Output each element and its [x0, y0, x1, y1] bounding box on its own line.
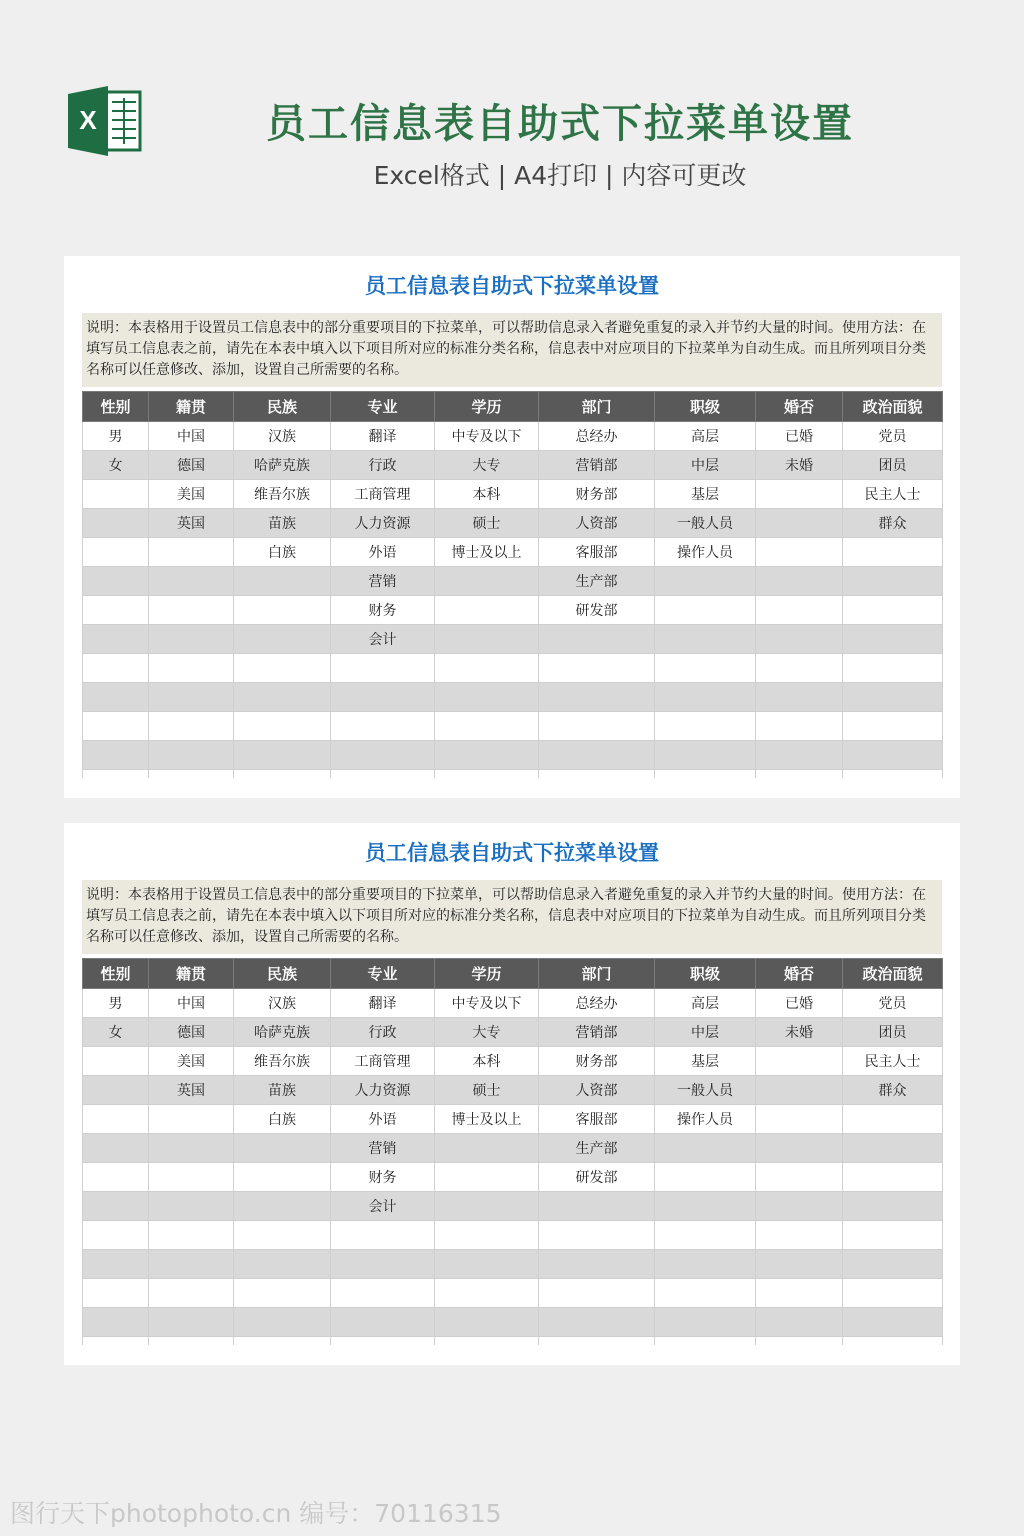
table-row	[83, 1308, 943, 1337]
table-cell[interactable]	[843, 1221, 943, 1250]
table-cell[interactable]	[655, 567, 756, 596]
table-cell[interactable]	[539, 1308, 655, 1337]
table-cell[interactable]: 汉族	[234, 989, 331, 1018]
table-cell[interactable]	[83, 1076, 149, 1105]
table-row	[83, 1134, 943, 1163]
table-cell	[83, 1337, 149, 1346]
table-cell[interactable]: 营销部	[539, 451, 655, 480]
table-cell[interactable]: 人资部	[539, 1076, 655, 1105]
table-cell[interactable]: 中国	[149, 422, 234, 451]
table-cell[interactable]: 未婚	[756, 1018, 843, 1047]
table-cell	[149, 770, 234, 779]
table-cell[interactable]	[149, 538, 234, 567]
excel-logo-letter: X	[79, 105, 97, 135]
table-row-partial	[83, 1337, 943, 1346]
table-cell[interactable]	[234, 654, 331, 683]
table-cell[interactable]	[234, 1134, 331, 1163]
table-cell[interactable]	[843, 741, 943, 770]
instruction-note: 说明：本表格用于设置员工信息表中的部分重要项目的下拉菜单，可以帮助信息录入者避免重复的录入并节约大量的时间。使用方法：在填写员工信息表之前，请先在本表中填入以下项目所对应的标准分类名称，信息表中对应项目的下拉菜单为自动生成。而且所列项目分类名称可以任意修改、添加，设置自己所需要的名称。	[82, 313, 942, 387]
table-cell[interactable]	[756, 538, 843, 567]
table-cell[interactable]: 操作人员	[655, 1105, 756, 1134]
table-cell[interactable]: 白族	[234, 1105, 331, 1134]
table-row	[83, 683, 943, 712]
table-cell[interactable]	[655, 1163, 756, 1192]
table-cell[interactable]	[234, 712, 331, 741]
table-cell[interactable]: 生产部	[539, 1134, 655, 1163]
column-header: 籍贯	[149, 392, 234, 422]
table-cell[interactable]	[331, 741, 435, 770]
table-cell[interactable]: 操作人员	[655, 538, 756, 567]
table-cell[interactable]	[83, 1221, 149, 1250]
table-cell[interactable]: 男	[83, 422, 149, 451]
table-row	[83, 741, 943, 770]
column-header: 民族	[234, 392, 331, 422]
table-row	[83, 1163, 943, 1192]
table-cell[interactable]	[83, 509, 149, 538]
table-cell[interactable]: 营销	[331, 567, 435, 596]
table-cell[interactable]	[435, 1163, 539, 1192]
table-cell	[539, 1337, 655, 1346]
table-cell[interactable]	[83, 1105, 149, 1134]
table-row	[83, 509, 943, 538]
table-row-partial	[83, 770, 943, 779]
table-cell[interactable]	[539, 625, 655, 654]
table-cell[interactable]	[83, 480, 149, 509]
table-cell[interactable]: 高层	[655, 422, 756, 451]
table-cell[interactable]	[756, 567, 843, 596]
table-cell[interactable]	[539, 1279, 655, 1308]
table-cell[interactable]: 财务	[331, 596, 435, 625]
dropdown-settings-table	[82, 958, 943, 1345]
column-header: 专业	[331, 392, 435, 422]
table-cell[interactable]	[83, 683, 149, 712]
table-cell[interactable]	[83, 625, 149, 654]
table-cell[interactable]	[843, 1163, 943, 1192]
table-cell[interactable]	[843, 567, 943, 596]
table-cell[interactable]	[149, 1163, 234, 1192]
table-row	[83, 712, 943, 741]
column-header: 籍贯	[149, 959, 234, 989]
table-cell[interactable]	[843, 683, 943, 712]
table-cell[interactable]	[331, 1221, 435, 1250]
column-header: 性别	[83, 392, 149, 422]
table-cell[interactable]	[756, 1076, 843, 1105]
table-cell[interactable]: 人资部	[539, 509, 655, 538]
table-cell[interactable]	[539, 683, 655, 712]
table-cell[interactable]	[655, 683, 756, 712]
table-row	[83, 1047, 943, 1076]
table-cell[interactable]	[843, 625, 943, 654]
table-cell	[655, 770, 756, 779]
table-cell[interactable]: 党员	[843, 422, 943, 451]
table-cell[interactable]: 已婚	[756, 422, 843, 451]
table-cell	[655, 1337, 756, 1346]
table-cell[interactable]	[149, 1134, 234, 1163]
table-cell[interactable]	[843, 1308, 943, 1337]
column-header: 民族	[234, 959, 331, 989]
table-cell[interactable]	[331, 683, 435, 712]
table-cell[interactable]: 人力资源	[331, 1076, 435, 1105]
page-title: 员工信息表自助式下拉菜单设置	[266, 101, 854, 147]
table-cell[interactable]: 苗族	[234, 509, 331, 538]
sheet-preview-2	[64, 823, 960, 1365]
table-cell[interactable]: 会计	[331, 625, 435, 654]
table-cell[interactable]	[83, 1279, 149, 1308]
column-header: 婚否	[756, 959, 843, 989]
column-header: 职级	[655, 392, 756, 422]
table-cell[interactable]	[234, 567, 331, 596]
table-cell[interactable]	[539, 654, 655, 683]
column-header: 婚否	[756, 392, 843, 422]
table-cell[interactable]	[655, 596, 756, 625]
header-row	[83, 392, 943, 422]
table-cell[interactable]	[539, 1221, 655, 1250]
table-row	[83, 538, 943, 567]
table-cell[interactable]	[655, 1192, 756, 1221]
table-cell[interactable]	[843, 1105, 943, 1134]
table-cell[interactable]	[655, 1221, 756, 1250]
table-cell[interactable]	[83, 1047, 149, 1076]
table-cell	[234, 770, 331, 779]
table-cell[interactable]	[539, 1192, 655, 1221]
table-cell[interactable]: 中专及以下	[435, 989, 539, 1018]
table-cell[interactable]	[655, 1250, 756, 1279]
table-cell[interactable]: 群众	[843, 1076, 943, 1105]
table-row	[83, 1250, 943, 1279]
table-cell[interactable]	[655, 654, 756, 683]
table-cell[interactable]: 团员	[843, 451, 943, 480]
table-row	[83, 1105, 943, 1134]
table-row	[83, 1076, 943, 1105]
table-cell[interactable]	[435, 654, 539, 683]
table-cell[interactable]	[234, 741, 331, 770]
table-cell[interactable]	[655, 1134, 756, 1163]
table-cell[interactable]: 中层	[655, 451, 756, 480]
dropdown-settings-table	[82, 391, 943, 778]
table-cell[interactable]	[843, 1192, 943, 1221]
table-cell[interactable]	[756, 1047, 843, 1076]
table-cell	[83, 770, 149, 779]
table-cell	[756, 1337, 843, 1346]
table-cell[interactable]: 研发部	[539, 596, 655, 625]
table-cell[interactable]: 行政	[331, 1018, 435, 1047]
table-cell[interactable]: 美国	[149, 480, 234, 509]
table-cell[interactable]: 行政	[331, 451, 435, 480]
table-cell[interactable]	[234, 1163, 331, 1192]
table-cell[interactable]	[539, 1250, 655, 1279]
table-cell[interactable]: 中国	[149, 989, 234, 1018]
table-cell	[331, 770, 435, 779]
table-cell[interactable]	[843, 1279, 943, 1308]
table-cell[interactable]	[756, 480, 843, 509]
table-cell[interactable]: 大专	[435, 1018, 539, 1047]
excel-icon	[68, 86, 142, 156]
table-cell[interactable]	[149, 1250, 234, 1279]
table-cell[interactable]	[83, 1308, 149, 1337]
table-cell[interactable]	[655, 741, 756, 770]
table-cell[interactable]: 未婚	[756, 451, 843, 480]
table-cell[interactable]	[655, 1279, 756, 1308]
table-cell[interactable]	[756, 596, 843, 625]
table-cell[interactable]	[149, 1279, 234, 1308]
table-cell[interactable]	[843, 1134, 943, 1163]
table-cell[interactable]: 博士及以上	[435, 1105, 539, 1134]
table-cell	[435, 1337, 539, 1346]
table-cell[interactable]: 外语	[331, 538, 435, 567]
table-cell[interactable]	[655, 1308, 756, 1337]
table-cell[interactable]: 女	[83, 1018, 149, 1047]
table-cell[interactable]	[756, 741, 843, 770]
table-cell[interactable]: 人力资源	[331, 509, 435, 538]
table-cell[interactable]	[843, 596, 943, 625]
column-header: 专业	[331, 959, 435, 989]
page-header	[0, 0, 1024, 230]
table-row	[83, 1192, 943, 1221]
table-cell[interactable]: 本科	[435, 1047, 539, 1076]
table-cell[interactable]	[83, 596, 149, 625]
table-cell[interactable]	[435, 1134, 539, 1163]
table-cell[interactable]	[435, 625, 539, 654]
table-cell	[756, 770, 843, 779]
table-cell[interactable]	[756, 1279, 843, 1308]
table-cell[interactable]	[83, 1192, 149, 1221]
table-cell[interactable]	[331, 1279, 435, 1308]
table-cell[interactable]: 硕士	[435, 1076, 539, 1105]
table-cell[interactable]: 哈萨克族	[234, 451, 331, 480]
table-cell[interactable]	[234, 1279, 331, 1308]
table-cell[interactable]	[435, 1308, 539, 1337]
table-cell[interactable]: 基层	[655, 480, 756, 509]
table-cell[interactable]: 会计	[331, 1192, 435, 1221]
table-cell[interactable]	[435, 596, 539, 625]
table-cell[interactable]	[331, 712, 435, 741]
table-cell[interactable]	[843, 1250, 943, 1279]
table-cell[interactable]	[756, 654, 843, 683]
table-cell[interactable]	[149, 741, 234, 770]
table-cell[interactable]	[539, 712, 655, 741]
table-cell[interactable]	[234, 625, 331, 654]
table-cell[interactable]: 营销部	[539, 1018, 655, 1047]
page-subtitle: Excel格式 | A4打印 | 内容可更改	[373, 161, 747, 190]
table-cell[interactable]	[843, 654, 943, 683]
column-header: 部门	[539, 959, 655, 989]
table-cell[interactable]	[83, 1134, 149, 1163]
table-row	[83, 1279, 943, 1308]
table-row	[83, 1018, 943, 1047]
table-cell[interactable]	[756, 1192, 843, 1221]
table-cell[interactable]	[435, 1279, 539, 1308]
table-cell[interactable]	[83, 567, 149, 596]
table-cell[interactable]: 维吾尔族	[234, 480, 331, 509]
column-header: 学历	[435, 959, 539, 989]
table-row	[83, 422, 943, 451]
table-row	[83, 625, 943, 654]
table-cell[interactable]: 本科	[435, 480, 539, 509]
table-cell	[843, 770, 943, 779]
table-cell	[435, 770, 539, 779]
table-cell[interactable]: 客服部	[539, 1105, 655, 1134]
table-cell[interactable]	[83, 741, 149, 770]
table-cell[interactable]	[756, 1308, 843, 1337]
table-cell[interactable]	[234, 683, 331, 712]
table-cell[interactable]: 研发部	[539, 1163, 655, 1192]
table-cell[interactable]: 德国	[149, 451, 234, 480]
column-header: 政治面貌	[843, 392, 943, 422]
table-cell[interactable]	[149, 1105, 234, 1134]
table-cell[interactable]: 德国	[149, 1018, 234, 1047]
table-cell[interactable]: 一般人员	[655, 509, 756, 538]
table-cell[interactable]: 英国	[149, 1076, 234, 1105]
header-row	[83, 959, 943, 989]
table-cell	[843, 1337, 943, 1346]
table-cell[interactable]: 基层	[655, 1047, 756, 1076]
table-cell[interactable]	[655, 625, 756, 654]
sheet-title: 员工信息表自助式下拉菜单设置	[365, 274, 659, 298]
table-row	[83, 654, 943, 683]
table-cell[interactable]: 财务	[331, 1163, 435, 1192]
table-cell[interactable]: 英国	[149, 509, 234, 538]
table-cell	[331, 1337, 435, 1346]
table-cell[interactable]: 汉族	[234, 422, 331, 451]
table-cell[interactable]	[756, 1163, 843, 1192]
table-cell[interactable]	[435, 741, 539, 770]
table-cell[interactable]	[234, 1221, 331, 1250]
table-cell[interactable]	[149, 596, 234, 625]
table-cell[interactable]: 财务部	[539, 1047, 655, 1076]
table-cell[interactable]: 男	[83, 989, 149, 1018]
table-cell[interactable]: 哈萨克族	[234, 1018, 331, 1047]
table-cell[interactable]: 大专	[435, 451, 539, 480]
table-cell[interactable]: 美国	[149, 1047, 234, 1076]
table-cell[interactable]: 工商管理	[331, 1047, 435, 1076]
watermark: 图行天下photophoto.cn 编号：70116315	[10, 1499, 502, 1528]
table-cell[interactable]	[655, 712, 756, 741]
table-cell[interactable]	[435, 1192, 539, 1221]
table-cell[interactable]: 中层	[655, 1018, 756, 1047]
table-row	[83, 596, 943, 625]
table-cell[interactable]: 党员	[843, 989, 943, 1018]
table-cell[interactable]	[149, 712, 234, 741]
table-cell	[149, 1337, 234, 1346]
table-cell[interactable]	[756, 509, 843, 538]
table-cell[interactable]: 已婚	[756, 989, 843, 1018]
column-header: 职级	[655, 959, 756, 989]
instruction-note: 说明：本表格用于设置员工信息表中的部分重要项目的下拉菜单，可以帮助信息录入者避免重复的录入并节约大量的时间。使用方法：在填写员工信息表之前，请先在本表中填入以下项目所对应的标准分类名称，信息表中对应项目的下拉菜单为自动生成。而且所列项目分类名称可以任意修改、添加，设置自己所需要的名称。	[82, 880, 942, 954]
table-cell[interactable]	[149, 1221, 234, 1250]
table-cell[interactable]	[234, 1192, 331, 1221]
table-row	[83, 567, 943, 596]
table-cell[interactable]	[234, 596, 331, 625]
column-header: 部门	[539, 392, 655, 422]
table-cell[interactable]	[756, 625, 843, 654]
table-cell	[539, 770, 655, 779]
table-cell[interactable]	[149, 567, 234, 596]
table-cell[interactable]: 白族	[234, 538, 331, 567]
sheet-preview-1	[64, 256, 960, 798]
table-cell[interactable]: 翻译	[331, 989, 435, 1018]
table-cell[interactable]: 一般人员	[655, 1076, 756, 1105]
table-cell[interactable]: 民主人士	[843, 1047, 943, 1076]
table-cell[interactable]: 博士及以上	[435, 538, 539, 567]
table-cell[interactable]	[331, 1250, 435, 1279]
table-cell[interactable]	[331, 1308, 435, 1337]
table-cell[interactable]	[539, 741, 655, 770]
table-cell[interactable]	[149, 683, 234, 712]
table-cell[interactable]	[756, 683, 843, 712]
table-cell[interactable]: 工商管理	[331, 480, 435, 509]
table-cell[interactable]	[756, 1250, 843, 1279]
table-cell[interactable]	[83, 538, 149, 567]
table-row	[83, 480, 943, 509]
table-cell	[234, 1337, 331, 1346]
table-cell[interactable]	[435, 712, 539, 741]
table-cell[interactable]	[83, 1250, 149, 1279]
table-cell[interactable]	[435, 683, 539, 712]
sheet-title: 员工信息表自助式下拉菜单设置	[365, 841, 659, 865]
table-cell[interactable]: 营销	[331, 1134, 435, 1163]
table-cell[interactable]: 翻译	[331, 422, 435, 451]
table-cell[interactable]	[149, 1308, 234, 1337]
table-cell[interactable]	[234, 1250, 331, 1279]
table-cell[interactable]	[83, 654, 149, 683]
table-row	[83, 1221, 943, 1250]
table-cell[interactable]: 中专及以下	[435, 422, 539, 451]
table-cell[interactable]: 生产部	[539, 567, 655, 596]
table-cell[interactable]: 硕士	[435, 509, 539, 538]
table-cell[interactable]: 总经办	[539, 422, 655, 451]
table-cell[interactable]	[756, 712, 843, 741]
table-cell[interactable]	[843, 712, 943, 741]
table-cell[interactable]	[435, 567, 539, 596]
table-cell[interactable]: 民主人士	[843, 480, 943, 509]
table-cell[interactable]	[435, 1221, 539, 1250]
table-cell[interactable]	[149, 625, 234, 654]
table-cell[interactable]: 财务部	[539, 480, 655, 509]
column-header: 政治面貌	[843, 959, 943, 989]
table-cell[interactable]: 总经办	[539, 989, 655, 1018]
table-cell[interactable]	[435, 1250, 539, 1279]
table-cell[interactable]	[234, 1308, 331, 1337]
table-cell[interactable]	[83, 1163, 149, 1192]
table-cell[interactable]	[83, 712, 149, 741]
table-cell[interactable]	[331, 654, 435, 683]
table-cell[interactable]: 女	[83, 451, 149, 480]
table-cell[interactable]: 群众	[843, 509, 943, 538]
table-cell[interactable]	[756, 1105, 843, 1134]
table-cell[interactable]: 团员	[843, 1018, 943, 1047]
column-header: 学历	[435, 392, 539, 422]
table-cell[interactable]: 外语	[331, 1105, 435, 1134]
table-cell[interactable]	[756, 1134, 843, 1163]
table-cell[interactable]: 高层	[655, 989, 756, 1018]
column-header: 性别	[83, 959, 149, 989]
table-cell[interactable]	[756, 1221, 843, 1250]
table-cell[interactable]	[149, 1192, 234, 1221]
table-cell[interactable]	[843, 538, 943, 567]
table-cell[interactable]	[149, 654, 234, 683]
table-cell[interactable]: 维吾尔族	[234, 1047, 331, 1076]
table-row	[83, 451, 943, 480]
table-cell[interactable]: 苗族	[234, 1076, 331, 1105]
table-row	[83, 989, 943, 1018]
table-cell[interactable]: 客服部	[539, 538, 655, 567]
